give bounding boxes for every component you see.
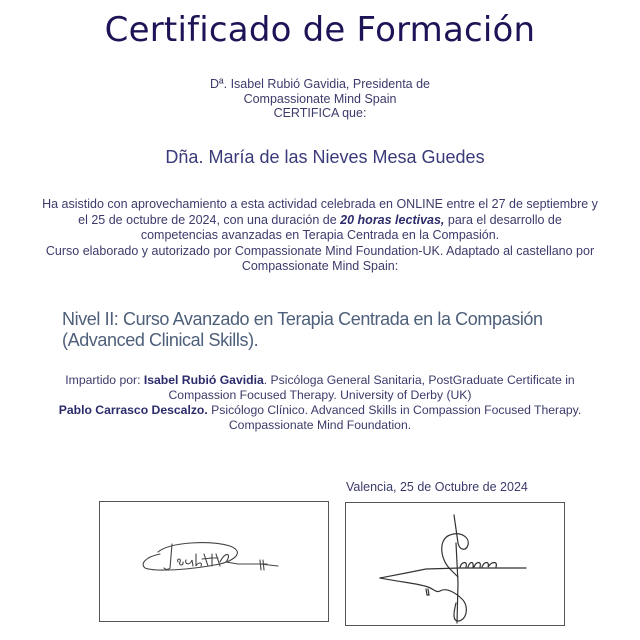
instructor-2 <box>40 403 600 433</box>
certificate-title: Certificado de Formación <box>104 10 536 50</box>
attendance-paragraph <box>40 197 600 244</box>
signature-box-isabel <box>99 501 329 622</box>
signature-box-pablo <box>345 502 565 626</box>
recipient-name: Dña. María de las Nieves Mesa Guedes <box>165 147 485 167</box>
certificate-body <box>40 197 600 275</box>
body-text: para el desarrollo de competencias avanzadas en Terapia Centrada en la Compasión. <box>140 212 562 242</box>
issuer-line: CERTIFICA que: <box>273 106 367 120</box>
course-title-line: Nivel II: Curso Avanzado en Terapia Centrada en la Compasión <box>62 309 543 329</box>
instructor-1-name: Isabel Rubió Gavidia <box>143 373 264 387</box>
instructor-2-name: Pablo Carrasco Descalzo. <box>58 403 208 417</box>
body-text: Ha asistido con aprovechamiento a esta actividad celebrada en ONLINE entre el 27 de septiembre y el 25 de octubre de 2024, con una duración de <box>42 197 598 227</box>
handwritten-signature-icon <box>346 503 564 625</box>
course-title-line: (Advanced Clinical Skills). <box>62 330 259 350</box>
issuer-line: Dª. Isabel Rubió Gavidia, Presidenta de <box>209 77 431 91</box>
course-origin-paragraph: Curso elaborado y autorizado por Compassionate Mind Foundation-UK. Adaptado al castellano por Compassionate Mind Spain: <box>45 243 595 273</box>
course-title <box>62 309 602 351</box>
hours-highlight: 20 horas lectivas, <box>340 212 445 227</box>
place-date: Valencia, 25 de Octubre de 2024 <box>346 480 528 494</box>
handwritten-signature-icon <box>100 502 328 621</box>
issuer-statement <box>160 77 480 121</box>
instructor-1-description: . Psicóloga General Sanitaria, PostGraduate Certificate in Compassion Focused Therapy. University of Derby (UK) <box>168 373 575 402</box>
issuer-line: Compassionate Mind Spain <box>243 91 397 106</box>
instructors-section <box>40 373 600 433</box>
instructors-prefix: Impartido por: <box>65 373 144 387</box>
instructor-2-description: Psicólogo Clínico. Advanced Skills in Compassion Focused Therapy. Compassionate Mind Foundation. <box>207 403 582 432</box>
instructor-1 <box>40 373 600 403</box>
